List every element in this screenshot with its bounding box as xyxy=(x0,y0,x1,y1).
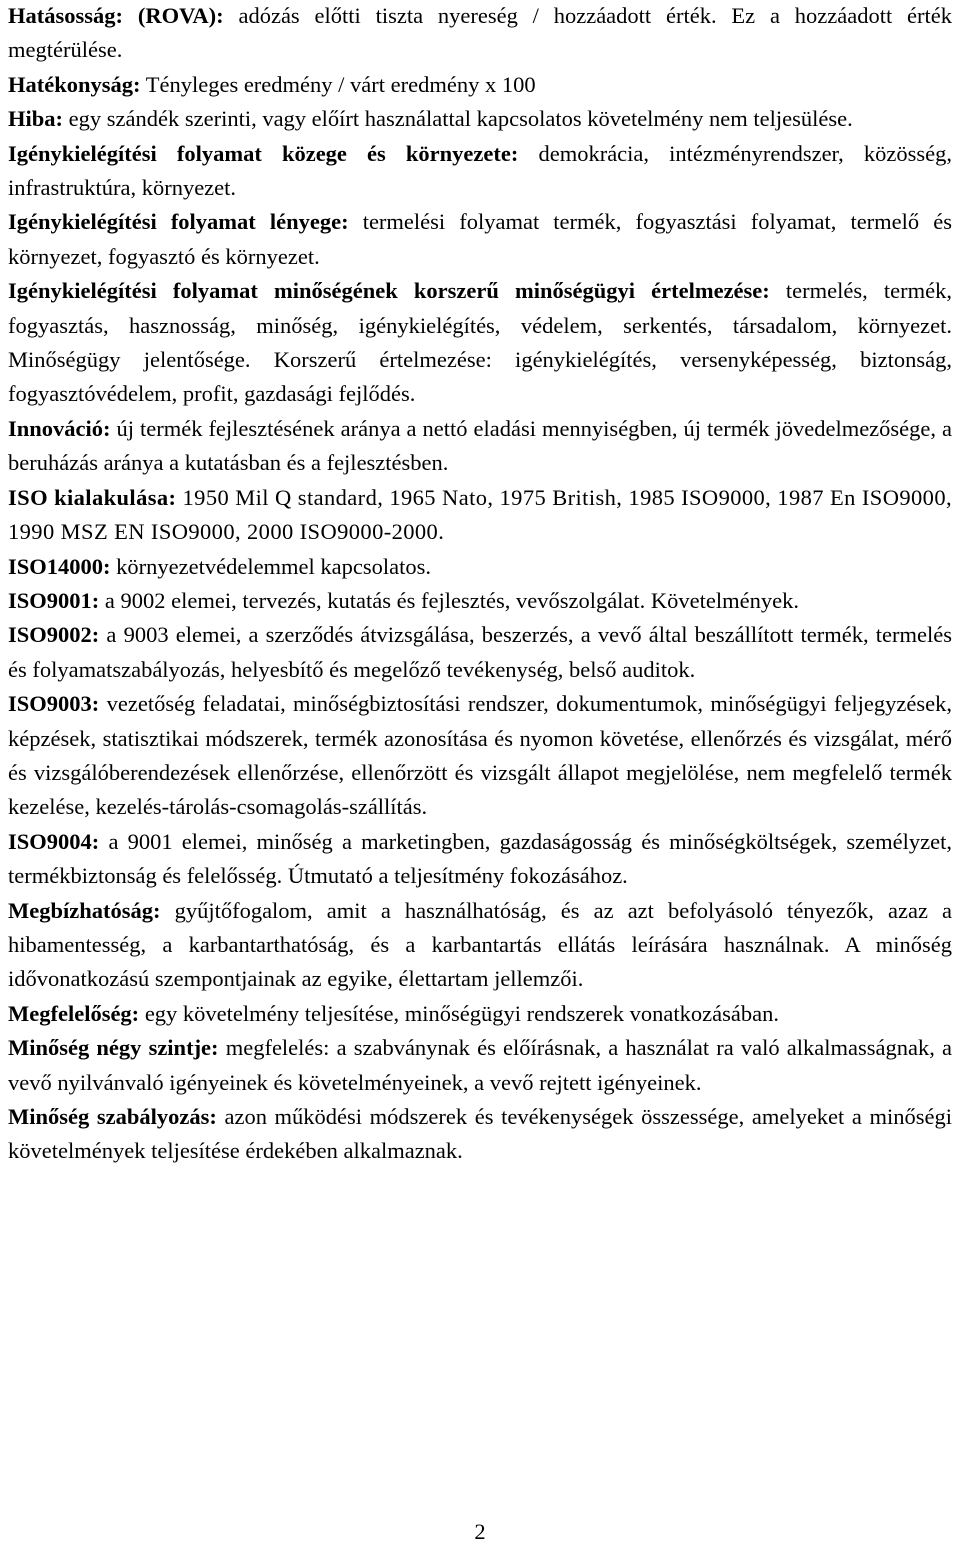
glossary-entry-minoseg-negy-szintje xyxy=(8,1031,952,1100)
glossary-entry-iso-kialakulasa xyxy=(8,481,952,550)
definition-text: a 9001 elemei, minőség a marketingben, gazdaságosság és minőségköltségek, személyzet, termékbiztonság és felelősség. Útmutató a teljesítmény fokozásához. xyxy=(8,828,952,889)
definition-text: egy követelmény teljesítése, minőségügyi rendszerek vonatkozásában. xyxy=(139,1000,779,1026)
term-label: Innováció: xyxy=(8,415,111,441)
glossary-entry-hatekonysag xyxy=(8,68,952,102)
glossary-entry-igenykielegitesi-minosege xyxy=(8,274,952,412)
definition-text: egy szándék szerinti, vagy előírt használattal kapcsolatos követelmény nem teljesülése. xyxy=(63,106,853,132)
glossary-entry-igenykielegitesi-lenyege xyxy=(8,205,952,274)
glossary-entry-iso9002 xyxy=(8,618,952,687)
term-label: Igénykielégítési folyamat közege és környezete: xyxy=(8,140,519,166)
glossary-entry-megbizhatosag xyxy=(8,894,952,997)
term-label: Minőség szabályozás: xyxy=(8,1104,217,1129)
term-label: Minőség négy szintje: xyxy=(8,1035,219,1061)
glossary-entry-iso9001 xyxy=(8,584,952,618)
definition-text: azon működési módszerek és tevékenységek összessége, amelyeket a minőségi követelmények teljesítése érdekében alkalmaznak. xyxy=(8,1104,952,1164)
definition-text: a 9002 elemei, tervezés, kutatás és fejlesztés, vevőszolgálat. Követelmények. xyxy=(99,587,799,613)
glossary-entry-iso9003 xyxy=(8,687,952,825)
term-label: ISO9004: xyxy=(8,828,100,854)
term-label: Hiba: xyxy=(8,106,64,132)
definition-text: demokrácia, intézményrendszer, közösség, infrastruktúra, környezet. xyxy=(8,140,953,201)
glossary-entry-minoseg-szabalyozas xyxy=(8,1100,952,1169)
page-number: 2 xyxy=(474,1519,486,1544)
glossary-entry-hiba xyxy=(8,102,952,136)
term-label: ISO9001: xyxy=(8,587,100,613)
glossary-entry-igenykielegitesi-kozege xyxy=(8,137,952,206)
glossary-entry-hatasossag xyxy=(8,0,952,68)
term-label: Megbízhatóság: xyxy=(8,897,161,923)
definition-text: 1950 Mil Q standard, 1965 Nato, 1975 British, 1985 ISO9000, 1987 En ISO9000, 1990 MSZ EN ISO9000, 2000 ISO9000-2000. xyxy=(8,484,952,545)
glossary-entry-iso14000 xyxy=(8,550,952,584)
definition-text: adózás előtti tiszta nyereség / hozzáadott érték. Ez a hozzáadott érték megtérülése. xyxy=(8,3,952,63)
definition-text: új termék fejlesztésének aránya a nettó eladási mennyiségben, új termék jövedelmezősége, a beruházás aránya a kutatásban és a fejlesztésben. xyxy=(8,415,952,476)
term-label: Hatékonyság: xyxy=(8,71,141,97)
term-label: ISO kialakulása: xyxy=(8,484,177,510)
definition-text: megfelelés: a szabványnak és előírásnak, a használat ra való alkalmasságnak, a vevő nyilvánvaló igényeinek és követelményeinek, a vevő rejtett igényeinek. xyxy=(8,1035,953,1095)
definition-text: környezetvédelemmel kapcsolatos. xyxy=(110,553,432,579)
term-label: ISO9003: xyxy=(8,691,100,717)
term-label: Igénykielégítési folyamat minőségének korszerű minőségügyi értelmezése: xyxy=(8,278,770,304)
definition-text: termelési folyamat termék, fogyasztási folyamat, termelő és környezet, fogyasztó és környezet. xyxy=(8,209,952,269)
glossary-entry-innovacio xyxy=(8,412,952,481)
definition-text: a 9003 elemei, a szerződés átvizsgálása, beszerzés, a vevő által beszállított termék, termelés és folyamatszabályozás, helyesbítő és megelőző tevékenység, belső auditok. xyxy=(8,622,952,682)
term-label: ISO9002: xyxy=(8,622,100,648)
term-label: ISO14000: xyxy=(8,553,111,579)
term-label: Igénykielégítési folyamat lényege: xyxy=(8,209,349,235)
glossary-entry-iso9004 xyxy=(8,825,952,894)
glossary-entry-megfeleloseg xyxy=(8,997,952,1031)
term-label: Megfelelőség: xyxy=(8,1000,140,1026)
definition-text: termelés, termék, fogyasztás, hasznosság, minőség, igénykielégítés, védelem, serkentés, társadalom, környezet. Minőségügy jelentősége. Korszerű értelmezése: igénykielégítés, versenyképesség, biztonság, fogyasztóvédelem, profit, gazdasági fejlődés. xyxy=(8,278,952,407)
definition-text: gyűjtőfogalom, amit a használhatóság, és az azt befolyásoló tényezők, azaz a hibamentesség, a karbantarthatóság, és a karbantartás ellátás leírására használnak. A minőség idővonatkozású szempontjainak az egyike, élettartam jellemzői. xyxy=(8,897,952,992)
term-label: Hatásosság: (ROVA): xyxy=(8,3,224,28)
definition-text: Tényleges eredmény / várt eredmény x 100 xyxy=(140,71,536,97)
definition-text: vezetőség feladatai, minőségbiztosítási rendszer, dokumentumok, minőségügyi feljegyzések, képzések, statisztikai módszerek, termék azonosítása és nyomon követése, ellenőrzés és vizsgálat, mérő és vizsgálóberendezések ellenőrzése, ellenőrzött és vizsgált állapot megjelölése, nem megfelelő termék kezelése, kezelés-tárolás-csomagolás-szállítás. xyxy=(8,691,952,820)
